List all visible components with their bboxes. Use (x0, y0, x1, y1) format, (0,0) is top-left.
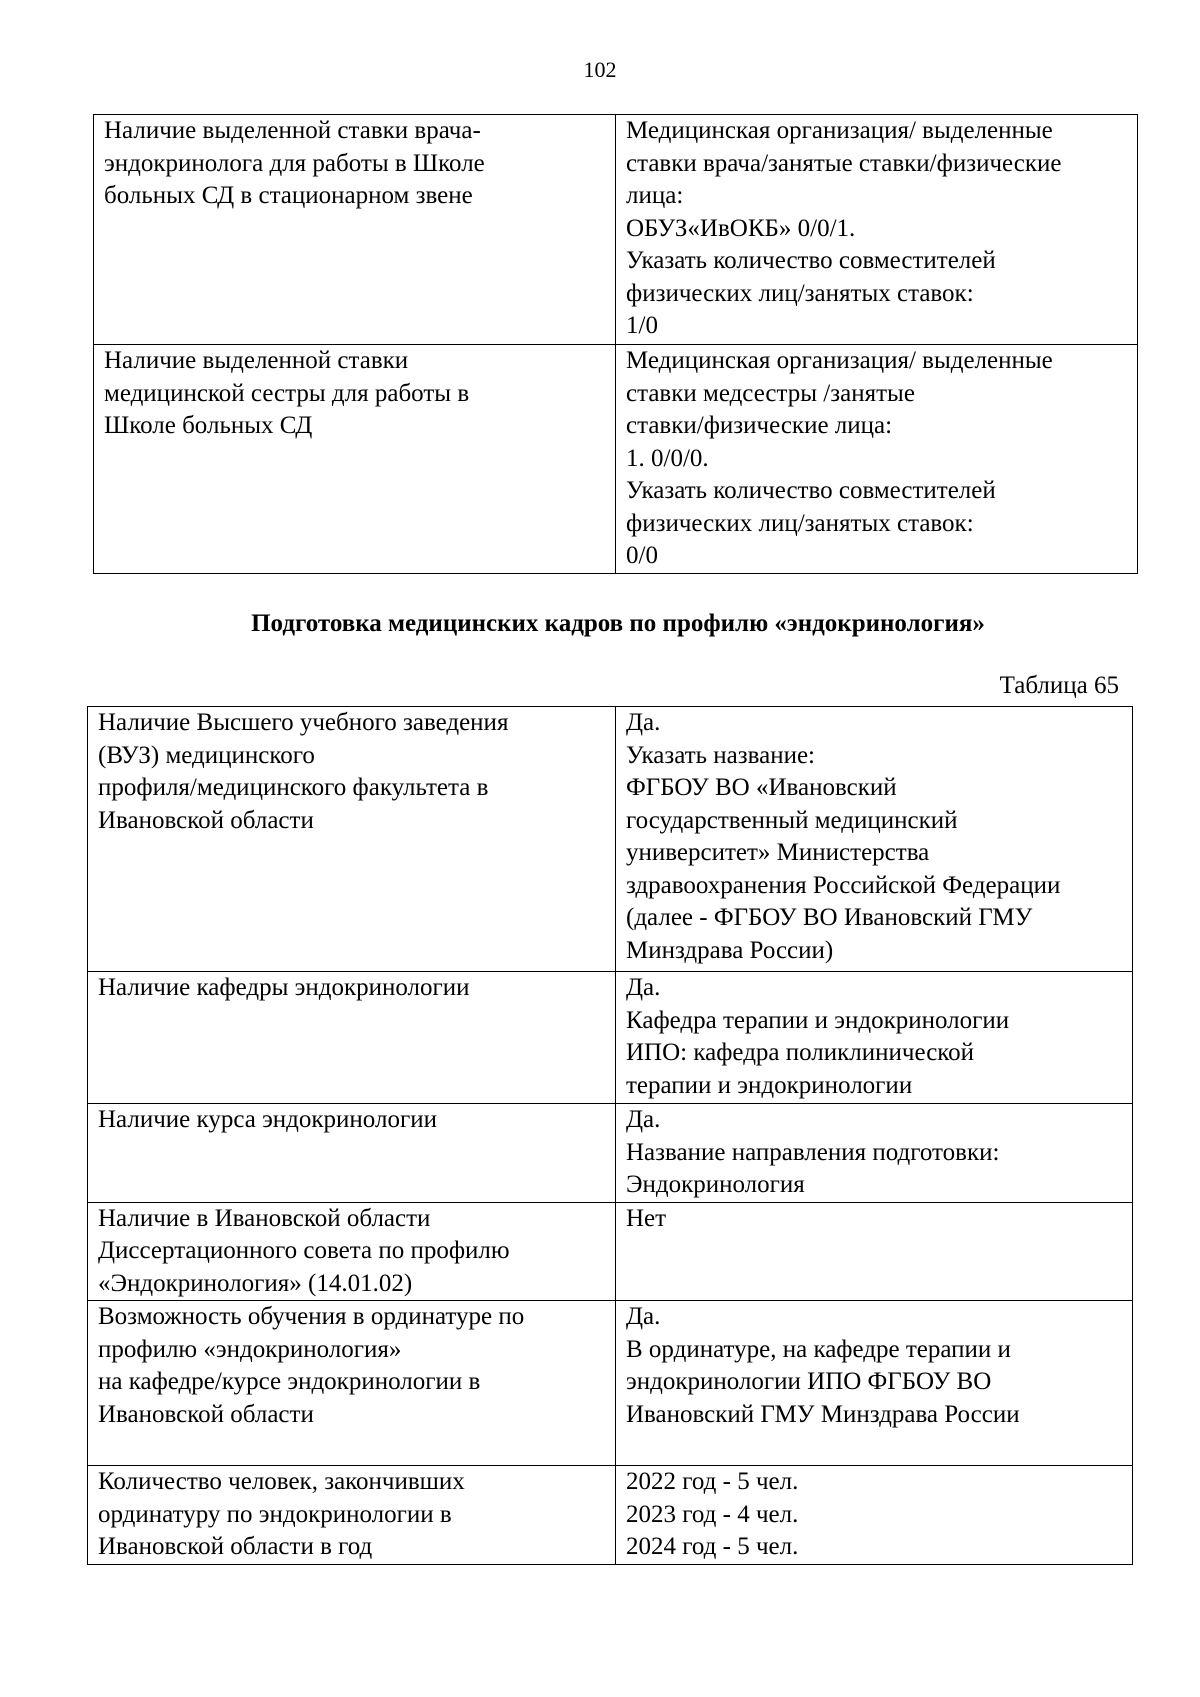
table-row (88, 707, 1133, 972)
section-heading: Подготовка медицинских кадров по профилю «эндокринология» (251, 610, 985, 637)
row-value: Медицинская организация/ выделенные ставки медсестры /занятые ставки/физические лица: 1. 0/0/0. Указать количество совместителей физических лиц/занятых ставок: 0/0 (616, 345, 1138, 574)
row-label: Наличие выделенной ставки врача- эндокринолога для работы в Школе больных СД в стационарном звене (94, 115, 616, 345)
table-row (88, 1466, 1133, 1565)
staffing-table (93, 114, 1138, 574)
row-label: Возможность обучения в ординатуре по профилю «эндокринология» на кафедре/курсе эндокринологии в Ивановской области (88, 1301, 616, 1466)
table-row (88, 1301, 1133, 1466)
table-row (88, 1104, 1133, 1203)
row-value: 2022 год - 5 чел. 2023 год - 4 чел. 2024 год - 5 чел. (616, 1466, 1133, 1565)
table-row (94, 345, 1138, 574)
row-value: Да. Название направления подготовки: Эндокринология (616, 1104, 1133, 1203)
table-row (94, 115, 1138, 345)
row-label: Наличие курса эндокринологии (88, 1104, 616, 1203)
row-label: Количество человек, закончивших ординатуру по эндокринологии в Ивановской области в год (88, 1466, 616, 1565)
training-table (87, 706, 1133, 1565)
row-value: Нет (616, 1202, 1133, 1301)
table-caption: Таблица 65 (999, 672, 1119, 699)
row-label: Наличие Высшего учебного заведения (ВУЗ) медицинского профиля/медицинского факультета в Ивановской области (88, 707, 616, 972)
row-value: Да. Указать название: ФГБОУ ВО «Ивановский государственный медицинский университет» Министерства здравоохранения Российской Федерации (далее - ФГБОУ ВО Ивановский ГМУ Минздрава России) (616, 707, 1133, 972)
table-row (88, 1202, 1133, 1301)
row-label: Наличие выделенной ставки медицинской сестры для работы в Школе больных СД (94, 345, 616, 574)
row-value: Да. Кафедра терапии и эндокринологии ИПО: кафедра поликлинической терапии и эндокринологии (616, 972, 1133, 1104)
table-row (88, 972, 1133, 1104)
page-number: 102 (583, 57, 617, 82)
row-value: Да. В ординатуре, на кафедре терапии и эндокринологии ИПО ФГБОУ ВО Ивановский ГМУ Минздрава России (616, 1301, 1133, 1466)
row-label: Наличие кафедры эндокринологии (88, 972, 616, 1104)
row-value: Медицинская организация/ выделенные ставки врача/занятые ставки/физические лица: ОБУЗ«ИвОКБ» 0/0/1. Указать количество совместителей физических лиц/занятых ставок: 1/0 (616, 115, 1138, 345)
row-label: Наличие в Ивановской области Диссертационного совета по профилю «Эндокринология» (14.01.02) (88, 1202, 616, 1301)
